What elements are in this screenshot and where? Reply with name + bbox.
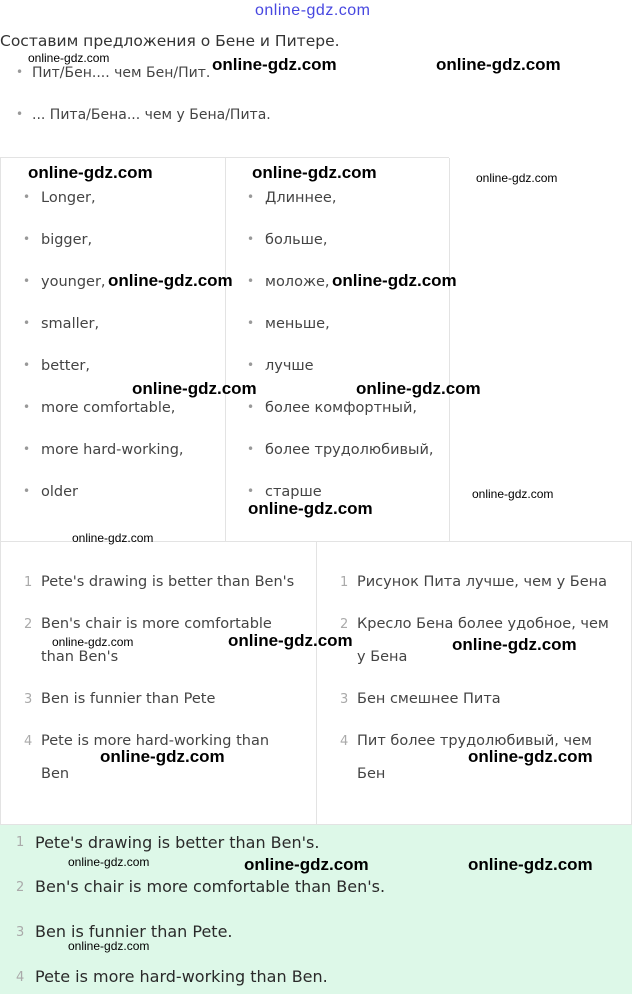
watermark: online-gdz.com [244,855,369,874]
answer-text: Pete's drawing is better than Ben's. [35,833,320,852]
bullet-icon: • [23,316,31,330]
comparative-en: • older [23,484,78,500]
comparative-en: • smaller, [23,316,100,332]
watermark: online-gdz.com [28,163,153,182]
watermark: online-gdz.com [436,55,561,74]
comparative-ru: • лучше [247,358,314,374]
answer-text: Ben's chair is more comfortable than Ben's. [35,877,386,896]
watermark: online-gdz.com [228,631,353,650]
bullet-icon: • [23,274,31,288]
bullet-icon: • [247,400,255,414]
comparative-ru: • старше [247,484,322,500]
bullet-icon: • [247,484,255,498]
pattern-item [16,107,271,123]
sentence-number: 1 [24,575,33,590]
answer-number: 1 [16,835,25,850]
watermark: online-gdz.com [52,635,134,649]
sentence-number: 3 [340,692,349,707]
sentence-ru: Бен смешнее Пита [357,691,501,707]
sentence-number: 4 [24,734,33,749]
bullet-icon: • [247,442,255,456]
sentence-ru: Рисунок Пита лучше, чем у Бена [357,574,607,590]
pattern-item [16,65,211,81]
sentence-number: 2 [24,617,33,632]
comparative-en: • more comfortable, [23,400,176,416]
sentence-en: Pete's drawing is better than Ben's [41,574,295,590]
bullet-icon: • [247,316,255,330]
comparative-en: • younger, [23,274,106,290]
sentence-en: Ben is funnier than Pete [41,691,216,707]
sentence-number: 3 [24,692,33,707]
bullet-icon: • [23,232,31,246]
watermark: online-gdz.com [108,271,233,290]
sentence-ru: Кресло Бена более удобное, чем у Бена [357,616,609,665]
bullet-icon: • [247,232,255,246]
sentence-number: 1 [340,575,349,590]
comparative-ru: • более трудолюбивый, [247,442,434,458]
bullet-icon: • [23,358,31,372]
watermark: online-gdz.com [68,855,150,869]
column-divider [316,542,317,826]
watermark: online-gdz.com [132,379,257,398]
answer-number: 4 [16,970,25,985]
watermark: online-gdz.com [468,747,593,766]
answer-number: 2 [16,880,25,895]
sentence-en: Pete is more hard-working than Ben [41,733,270,782]
comparative-en: • Longer, [23,190,96,206]
comparative-en: • better, [23,358,90,374]
watermark: online-gdz.com [452,635,577,654]
bullet-icon: • [247,358,255,372]
watermark: online-gdz.com [100,747,225,766]
pattern-text: ... Пита/Бена... чем у Бена/Пита. [32,107,271,123]
comparative-ru: • больше, [247,232,328,248]
comparative-en: • bigger, [23,232,93,248]
sentence-en: Ben's chair is more comfortable than Ben's [41,616,272,665]
sentence-number: 2 [340,617,349,632]
answer-number: 3 [16,925,25,940]
watermark: online-gdz.com [72,531,154,545]
watermark: online-gdz.com [472,487,554,501]
bullet-icon: • [247,190,255,204]
comparative-ru: • моложе, [247,274,330,290]
watermark: online-gdz.com [332,271,457,290]
bullet-icon: • [247,274,255,288]
watermark: online-gdz.com [212,55,337,74]
comparative-ru: • более комфортный, [247,400,417,416]
comparative-en: • more hard-working, [23,442,184,458]
answer-text: Ben is funnier than Pete. [35,922,233,941]
sentence-ru: Пит более трудолюбивый, чем Бен [357,733,592,782]
comparatives-ru-column [225,158,450,542]
bullet-icon: • [16,65,24,79]
watermark: online-gdz.com [28,51,110,65]
watermark: online-gdz.com [356,379,481,398]
watermark: online-gdz.com [476,171,558,185]
watermark: online-gdz.com [248,499,373,518]
watermark: online-gdz.com [252,163,377,182]
bullet-icon: • [23,400,31,414]
intro-text: Составим предложения о Бене и Питере. [0,32,340,50]
bullet-icon: • [23,190,31,204]
bullet-icon: • [23,484,31,498]
sentence-number: 4 [340,734,349,749]
comparative-ru: • меньше, [247,316,330,332]
bullet-icon: • [23,442,31,456]
watermark: online-gdz.com [68,939,150,953]
pattern-text: Пит/Бен.... чем Бен/Пит. [32,65,211,81]
watermark: online-gdz.com [468,855,593,874]
comparatives-en-column [1,158,226,542]
watermark-top: online-gdz.com [255,2,371,19]
bullet-icon: • [16,107,24,121]
comparative-ru: • Длиннее, [247,190,337,206]
answer-text: Pete is more hard-working than Ben. [35,967,328,986]
